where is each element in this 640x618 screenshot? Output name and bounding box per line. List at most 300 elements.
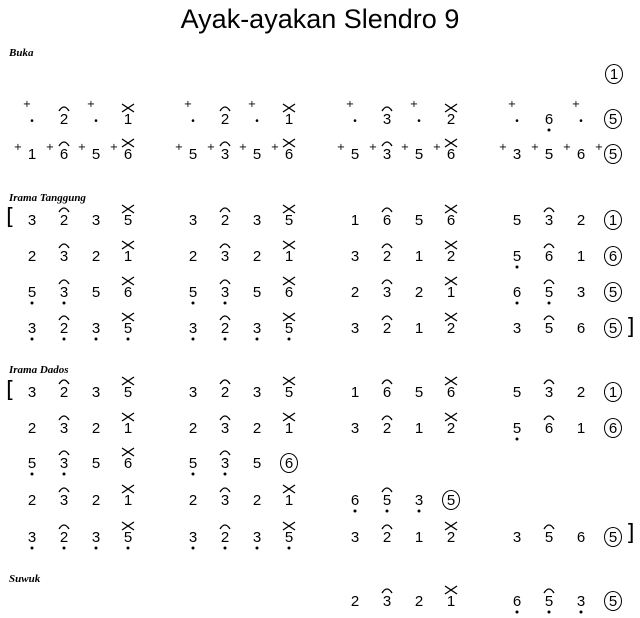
note-digit: 1 [414,420,424,437]
kenong-mark [441,586,461,594]
balungan-note [247,321,267,336]
kenong-mark [118,241,138,249]
kenong-note [118,385,138,400]
balungan-note [345,385,365,400]
note-digit: 1 [446,284,456,301]
balungan-note [215,530,235,545]
balungan-note [507,321,527,336]
note-digit: 1 [414,529,424,546]
balungan-note [571,530,591,545]
balungan-note [409,213,429,228]
note-digit: 3 [576,593,586,610]
gong-note [603,249,623,264]
note-digit: 5 [414,212,424,229]
bonang-mark: + [507,99,517,110]
gong-note [603,321,623,336]
note-digit: 1 [576,420,586,437]
note-digit: 2 [91,420,101,437]
note-digit: • [191,116,195,127]
balungan-note [345,421,365,436]
note-digit: 6 [382,212,392,229]
low-octave-dot [507,265,527,269]
balungan-note [247,493,267,508]
kenong-note [441,249,461,264]
low-octave-dot [247,337,267,341]
balungan-note [183,493,203,508]
balungan-note [183,385,203,400]
buka-note [441,112,461,127]
balungan-note [54,285,74,300]
low-octave-dot [507,610,527,614]
kenong-mark [118,448,138,456]
balungan-note [377,385,397,400]
gong-circle [280,453,298,473]
kempul-arc-mark [377,139,397,147]
note-digit: 6 [512,593,522,610]
balungan-note [571,421,591,436]
bonang-mark: + [409,99,419,110]
low-octave-dot [279,337,299,341]
note-digit: 6 [382,384,392,401]
bonang-mark: + [345,99,355,110]
kenong-note [118,321,138,336]
low-octave-dot [86,546,106,550]
low-octave-dot [539,128,559,132]
gong-circle [604,591,622,611]
balungan-note [22,285,42,300]
buka-note [530,142,559,163]
kenong-mark [441,377,461,385]
buka-note [368,142,397,163]
balungan-note [54,421,74,436]
balungan-note [183,213,203,228]
note-digit: 6 [608,420,618,437]
kempul-arc-mark [539,241,559,249]
kempul-arc-mark [54,413,74,421]
low-octave-dot [345,509,365,513]
balungan-note [571,321,591,336]
note-digit: 3 [512,320,522,337]
note-digit: 3 [544,212,554,229]
kenong-note [441,421,461,436]
kenong-note [279,249,299,264]
note-digit: 2 [446,111,456,128]
note-digit: • [515,116,519,127]
kenong-mark [279,139,299,147]
note-digit: 1 [414,320,424,337]
low-octave-dot [86,337,106,341]
note-digit: 5 [608,284,618,301]
balungan-note [539,385,559,400]
balungan-note [345,321,365,336]
kempul-arc-mark [215,377,235,385]
balungan-note [86,285,106,300]
kempul-arc-mark [539,313,559,321]
low-octave-dot [183,337,203,341]
note-digit: 5 [123,320,133,337]
kenong-note [441,530,461,545]
note-digit: 5 [512,384,522,401]
balungan-note [345,594,365,609]
note-digit: 6 [544,248,554,265]
note-digit: 5 [91,146,101,163]
balungan-note [409,321,429,336]
kempul-arc-mark [54,277,74,285]
kenong-mark [279,205,299,213]
gong-circle [604,318,622,338]
kenong-note [118,285,138,300]
buka-note [215,112,235,127]
note-digit: 2 [220,320,230,337]
note-digit: 3 [59,492,69,509]
balungan-note [247,385,267,400]
kempul-arc-mark [54,313,74,321]
gong-circle [604,527,622,547]
note-digit: 2 [59,529,69,546]
note-digit: 3 [252,384,262,401]
balungan-note [183,285,203,300]
kenong-note [441,321,461,336]
kenong-mark [118,277,138,285]
note-digit: 3 [59,455,69,472]
note-digit: 5 [446,492,456,509]
note-digit: 2 [220,111,230,128]
balungan-note [183,321,203,336]
kenong-note [118,213,138,228]
gong-circle [604,282,622,302]
note-digit: 6 [284,455,294,472]
note-digit: 1 [414,248,424,265]
low-octave-dot [22,301,42,305]
low-octave-dot [54,472,74,476]
low-octave-dot [539,610,559,614]
low-octave-dot [215,472,235,476]
low-octave-dot [22,472,42,476]
low-octave-dot [118,546,138,550]
note-digit: 2 [91,492,101,509]
kempul-arc-mark [54,377,74,385]
note-digit: 5 [252,455,262,472]
note-digit: 5 [252,284,262,301]
kenong-mark [118,485,138,493]
kempul-arc-mark [377,413,397,421]
gong-circle [604,210,622,230]
note-digit: 1 [284,111,294,128]
note-digit: 5 [123,384,133,401]
kenong-note [441,385,461,400]
gong-note [603,594,623,609]
kenong-mark [441,413,461,421]
note-digit: 5 [284,384,294,401]
buka-note [279,112,299,127]
kenong-mark [441,313,461,321]
note-digit: 3 [91,320,101,337]
balungan-note [247,456,267,471]
kempul-arc-mark [377,586,397,594]
buka-note [571,99,591,129]
balungan-note [22,421,42,436]
kenong-note [118,421,138,436]
section-label-buka: Buka [9,47,34,59]
kenong-note [279,493,299,508]
gong-circle [604,418,622,438]
kenong-mark [279,104,299,112]
kempul-arc-mark [539,377,559,385]
kenong-note [118,530,138,545]
note-digit: 5 [512,248,522,265]
balungan-note [247,421,267,436]
bonang-mark: + [247,99,257,110]
note-digit: 2 [382,248,392,265]
buka-note [432,142,461,163]
note-digit: • [255,116,259,127]
balungan-note [345,285,365,300]
note-digit: 5 [123,212,133,229]
note-digit: 2 [350,593,360,610]
balungan-note [22,321,42,336]
balungan-note [539,594,559,609]
kempul-arc-mark [215,104,235,112]
balungan-note [539,213,559,228]
balungan-note [377,421,397,436]
kenong-mark [441,139,461,147]
note-digit: 3 [350,248,360,265]
note-digit: 1 [609,66,619,83]
note-digit: • [417,116,421,127]
note-digit: 2 [220,212,230,229]
bonang-mark: + [86,99,96,110]
kempul-arc-mark [215,313,235,321]
balungan-note [507,421,527,436]
balungan-note [183,421,203,436]
note-digit: 2 [27,248,37,265]
kenong-mark [279,522,299,530]
note-digit: 2 [252,248,262,265]
low-octave-dot [279,546,299,550]
low-octave-dot [22,337,42,341]
buka-note [54,112,74,127]
low-octave-dot [409,509,429,513]
balungan-note [54,321,74,336]
note-digit: 5 [414,146,424,163]
buka-note [603,112,623,127]
note-digit: 5 [252,146,262,163]
bonang-mark: + [562,142,572,153]
kempul-arc-mark [54,205,74,213]
balungan-note [215,493,235,508]
kenong-note [441,285,461,300]
note-digit: 2 [446,248,456,265]
kenong-mark [441,241,461,249]
low-octave-dot [54,546,74,550]
note-digit: 2 [382,320,392,337]
note-digit: 3 [27,529,37,546]
low-octave-dot [118,337,138,341]
note-digit: 2 [446,320,456,337]
low-octave-dot [539,301,559,305]
note-digit: 3 [27,212,37,229]
balungan-note [507,530,527,545]
note-digit: 1 [284,248,294,265]
note-digit: 2 [414,593,424,610]
buka-note [507,99,527,129]
repeat-open-bracket: [ [6,205,15,230]
balungan-note [539,285,559,300]
balungan-note [22,249,42,264]
note-digit: 3 [382,146,392,163]
kenong-note [118,456,138,471]
balungan-note [409,249,429,264]
bonang-mark: + [336,142,346,153]
balungan-note [215,456,235,471]
low-octave-dot [507,437,527,441]
note-digit: 1 [27,146,37,163]
low-octave-dot [183,546,203,550]
note-digit: 2 [59,212,69,229]
kempul-arc-mark [54,241,74,249]
gong-circle [604,246,622,266]
balungan-note [507,385,527,400]
balungan-note [86,421,106,436]
kempul-arc-mark [54,104,74,112]
note-digit: 2 [576,384,586,401]
kempul-arc-mark [377,104,397,112]
kenong-mark [118,313,138,321]
note-digit: 2 [188,492,198,509]
balungan-note [377,594,397,609]
note-digit: 2 [414,284,424,301]
kempul-arc-mark [539,277,559,285]
low-octave-dot [215,337,235,341]
balungan-note [345,213,365,228]
repeat-close-bracket: ] [626,315,635,340]
bonang-mark: + [77,142,87,153]
kempul-arc-mark [539,586,559,594]
low-octave-dot [377,509,397,513]
note-digit: 3 [188,212,198,229]
buka-note [45,142,74,163]
bonang-mark: + [174,142,184,153]
buka-note [109,142,138,163]
kempul-arc-mark [215,485,235,493]
note-digit: 2 [252,492,262,509]
kenong-note [441,213,461,228]
balungan-note [539,421,559,436]
note-digit: 3 [220,420,230,437]
note-digit: 3 [414,492,424,509]
balungan-note [215,285,235,300]
low-octave-dot [183,301,203,305]
note-digit: 2 [252,420,262,437]
buka-note [336,142,365,163]
note-digit: 2 [220,529,230,546]
note-digit: 6 [576,320,586,337]
bonang-mark: + [183,99,193,110]
note-digit: 6 [284,146,294,163]
note-digit: 2 [382,529,392,546]
balungan-note [247,249,267,264]
kempul-arc-mark [377,205,397,213]
kempul-arc-mark [377,522,397,530]
gong-note [603,213,623,228]
balungan-note [571,285,591,300]
note-digit: 3 [220,455,230,472]
kenong-mark [441,205,461,213]
kenong-mark [118,377,138,385]
balungan-note [377,249,397,264]
kenong-mark [279,313,299,321]
note-digit: 5 [188,284,198,301]
balungan-note [86,530,106,545]
low-octave-dot [215,546,235,550]
note-digit: • [94,116,98,127]
balungan-note [86,385,106,400]
note-digit: 5 [27,455,37,472]
kempul-arc-mark [377,241,397,249]
balungan-note [507,285,527,300]
note-digit: 5 [608,593,618,610]
kenong-note [279,530,299,545]
note-digit: 6 [576,529,586,546]
note-digit: 5 [123,529,133,546]
note-digit: 3 [350,420,360,437]
note-digit: 6 [544,111,554,128]
repeat-open-bracket: [ [6,378,15,403]
balungan-note [571,213,591,228]
balungan-note [54,493,74,508]
note-digit: 2 [59,384,69,401]
bonang-mark: + [206,142,216,153]
balungan-note [571,385,591,400]
balungan-note [247,213,267,228]
note-digit: 6 [446,212,456,229]
note-digit: 6 [446,384,456,401]
note-digit: 1 [123,111,133,128]
kenong-note [279,285,299,300]
note-digit: 2 [446,529,456,546]
kenong-note [279,421,299,436]
note-digit: 3 [59,248,69,265]
bonang-mark: + [400,142,410,153]
buka-note [247,99,267,129]
note-digit: 5 [544,593,554,610]
note-digit: 6 [59,146,69,163]
buka-note [539,112,559,127]
buka-note [345,99,365,129]
balungan-note [54,456,74,471]
note-digit: 3 [188,320,198,337]
kempul-arc-mark [377,277,397,285]
bonang-mark: + [594,142,604,153]
note-digit: 1 [123,248,133,265]
buka-note [594,142,623,163]
bonang-mark: + [571,99,581,110]
gong-circle [605,64,623,84]
note-digit: 6 [123,146,133,163]
balungan-note [571,594,591,609]
note-digit: 5 [512,420,522,437]
note-digit: 5 [91,284,101,301]
kenong-mark [279,277,299,285]
note-digit: 5 [284,320,294,337]
note-digit: 3 [382,593,392,610]
note-digit: 6 [284,284,294,301]
note-digit: 2 [382,420,392,437]
note-digit: 3 [27,384,37,401]
note-digit: • [30,116,34,127]
gong-circle [604,144,622,164]
balungan-note [409,385,429,400]
